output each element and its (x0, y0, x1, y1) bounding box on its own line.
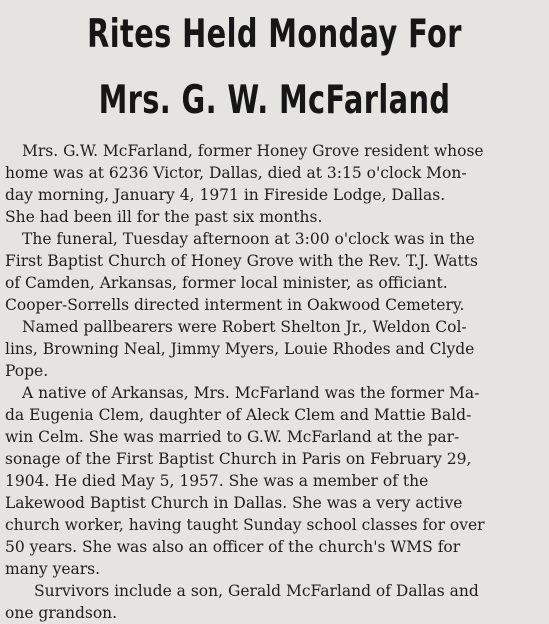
article-line: sonage of the First Baptist Church in Paris on February 29, (5, 450, 472, 468)
article-line: Named pallbearers were Robert Shelton Jr., Weldon Col- (22, 318, 467, 336)
article-line: da Eugenia Clem, daughter of Aleck Clem and Mattie Bald- (5, 406, 472, 424)
article-line: The funeral, Tuesday afternoon at 3:00 o'clock was in the (22, 230, 475, 248)
article-line: Pope. (5, 362, 49, 380)
article-line: lins, Browning Neal, Jimmy Myers, Louie Rhodes and Clyde (5, 340, 475, 358)
article-line: Mrs. G.W. McFarland, former Honey Grove resident whose (22, 142, 484, 160)
article-line: church worker, having taught Sunday school classes for over (5, 516, 485, 534)
article-line: First Baptist Church of Honey Grove with the Rev. T.J. Watts (5, 252, 478, 270)
article-line: of Camden, Arkansas, former local minister, as officiant. (5, 274, 448, 292)
headline-line-2: Mrs. G. W. McFarland (98, 78, 451, 123)
article-line: day morning, January 4, 1971 in Fireside Lodge, Dallas. (5, 186, 446, 204)
article-line: 1904. He died May 5, 1957. She was a member of the (5, 472, 429, 490)
article-line: A native of Arkansas, Mrs. McFarland was the former Ma- (22, 384, 480, 402)
article-line: She had been ill for the past six months. (5, 208, 323, 226)
article-line: home was at 6236 Victor, Dallas, died at 3:15 o'clock Mon- (5, 164, 467, 182)
article-line: Lakewood Baptist Church in Dallas. She was a very active (5, 494, 463, 512)
article-line: many years. (5, 560, 101, 578)
article-line: Survivors include a son, Gerald McFarland of Dallas and (34, 582, 479, 600)
article-line: win Celm. She was married to G.W. McFarland at the par- (5, 428, 460, 446)
article-line: Cooper-Sorrells directed interment in Oakwood Cemetery. (5, 296, 465, 314)
article-line: 50 years. She was also an officer of the church's WMS for (5, 538, 461, 556)
headline-line-1: Rites Held Monday For (87, 12, 462, 57)
article-line: one grandson. (5, 604, 118, 622)
